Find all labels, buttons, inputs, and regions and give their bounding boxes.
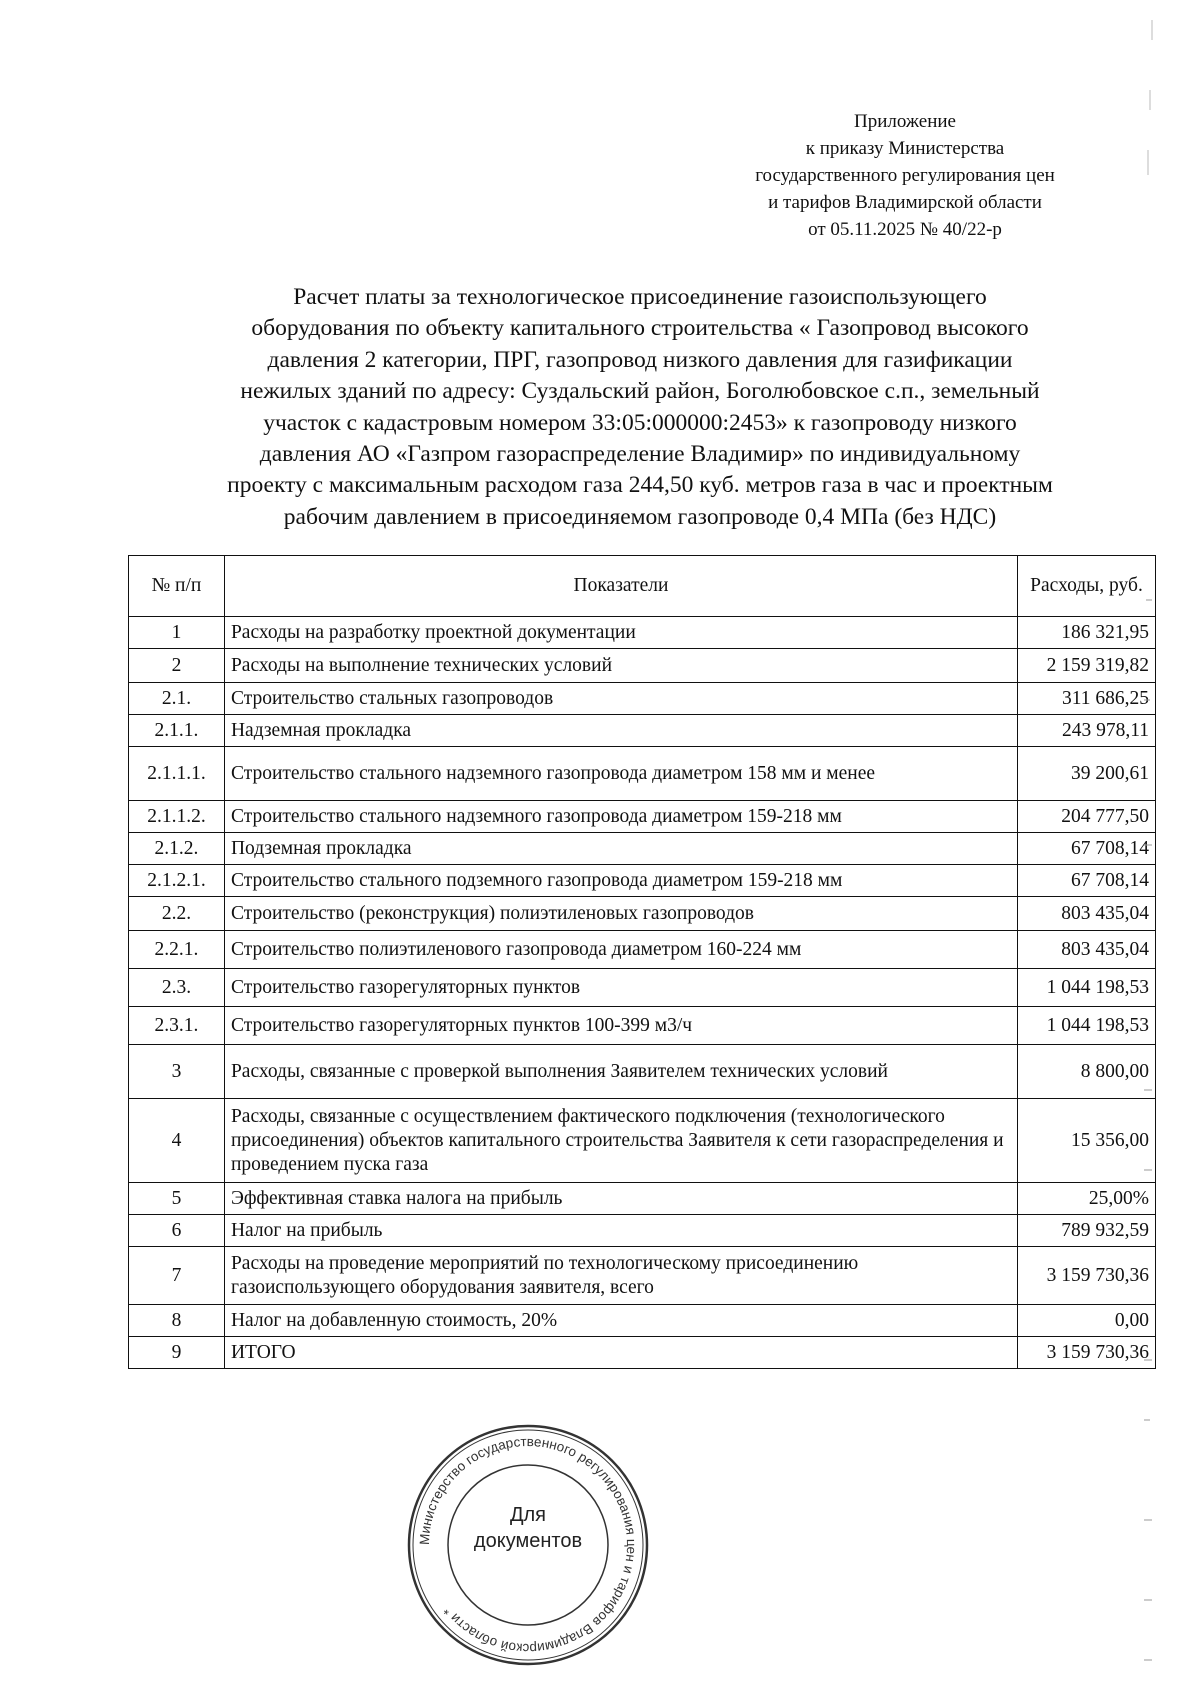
row-name: Надземная прокладка	[224, 715, 1017, 747]
row-value: 0,00	[1018, 1305, 1156, 1337]
row-value: 8 800,00	[1018, 1045, 1156, 1099]
row-name: Налог на добавленную стоимость, 20%	[224, 1305, 1017, 1337]
row-num: 1	[129, 617, 225, 649]
title-line: давления АО «Газпром газораспределение Владимир» по индивидуальному	[259, 441, 1021, 468]
appendix-block	[680, 108, 1130, 243]
row-value: 311 686,25	[1018, 683, 1156, 715]
appendix-line: и тарифов Владимирской области	[768, 192, 1042, 213]
header-name: Показатели	[224, 556, 1017, 617]
row-num: 3	[129, 1045, 225, 1099]
title-line: давления 2 категории, ПРГ, газопровод низкого давления для газификации	[267, 346, 1013, 373]
stamp-center-label	[453, 1502, 603, 1554]
appendix-line: государственного регулирования цен	[755, 165, 1055, 186]
appendix-line: к приказу Министерства	[805, 138, 1005, 159]
table-row	[129, 969, 1156, 1007]
row-value: 1 044 198,53	[1018, 1007, 1156, 1045]
row-value: 67 708,14	[1018, 865, 1156, 897]
row-value: 3 159 730,36	[1018, 1247, 1156, 1305]
appendix-line: от 05.11.2025 № 40/22-р	[808, 219, 1002, 240]
row-name: Строительство (реконструкция) полиэтиленовых газопроводов	[224, 897, 1017, 931]
table-row	[129, 865, 1156, 897]
row-value: 803 435,04	[1018, 897, 1156, 931]
row-value: 803 435,04	[1018, 931, 1156, 969]
row-name: Расходы, связанные с проверкой выполнения Заявителем технических условий	[224, 1045, 1017, 1099]
table-row	[129, 1045, 1156, 1099]
header-value: Расходы, руб.	[1018, 556, 1156, 617]
stamp-ring-textpath: Министерство государственного регулирования цен и тарифов Владимирской области *	[416, 1433, 640, 1657]
table-row	[129, 897, 1156, 931]
title-line: оборудования по объекту капитального строительства « Газопровод высокого	[251, 315, 1029, 342]
table-row	[129, 617, 1156, 649]
row-name: Строительство стального надземного газопровода диаметром 158 мм и менее	[224, 747, 1017, 801]
table-row	[129, 649, 1156, 683]
table-row	[129, 931, 1156, 969]
row-num: 2.1.1.1.	[129, 747, 225, 801]
row-value: 25,00%	[1018, 1183, 1156, 1215]
row-name: Строительство стальных газопроводов	[224, 683, 1017, 715]
row-num: 9	[129, 1337, 225, 1369]
row-num: 2.3.	[129, 969, 225, 1007]
title-line: рабочим давлением в присоединяемом газопроводе 0,4 МПа (без НДС)	[283, 503, 997, 530]
row-name: Расходы на разработку проектной документации	[224, 617, 1017, 649]
table-row	[129, 833, 1156, 865]
row-value: 67 708,14	[1018, 833, 1156, 865]
table-row	[129, 1337, 1156, 1369]
table-row	[129, 1215, 1156, 1247]
row-value: 186 321,95	[1018, 617, 1156, 649]
header-num: № п/п	[129, 556, 225, 617]
row-name: Подземная прокладка	[224, 833, 1017, 865]
row-name: Налог на прибыль	[224, 1215, 1017, 1247]
table-row	[129, 801, 1156, 833]
stamp-center-line: Для	[509, 1504, 547, 1526]
row-name: Строительство газорегуляторных пунктов	[224, 969, 1017, 1007]
row-name: Расходы, связанные с осуществлением фактического подключения (технологического присоединения) объектов капитального строительства Заявителя к сети газораспределения и проведением пуска газа	[224, 1099, 1017, 1183]
row-value: 204 777,50	[1018, 801, 1156, 833]
table-row	[129, 1007, 1156, 1045]
row-num: 2.3.1.	[129, 1007, 225, 1045]
row-num: 2.1.2.1.	[129, 865, 225, 897]
row-num: 2.1.	[129, 683, 225, 715]
table-row	[129, 683, 1156, 715]
appendix-line: Приложение	[854, 111, 956, 132]
table-row	[129, 1099, 1156, 1183]
row-name: Расходы на проведение мероприятий по технологическому присоединению газоиспользующего оборудования заявителя, всего	[224, 1247, 1017, 1305]
row-name: Строительство полиэтиленового газопровода диаметром 160-224 мм	[224, 931, 1017, 969]
row-value: 1 044 198,53	[1018, 969, 1156, 1007]
row-num: 8	[129, 1305, 225, 1337]
title-line: Расчет платы за технологическое присоединение газоиспользующего	[293, 284, 987, 310]
row-num: 2.1.2.	[129, 833, 225, 865]
row-name: ИТОГО	[224, 1337, 1017, 1369]
row-name: Строительство стального надземного газопровода диаметром 159-218 мм	[224, 801, 1017, 833]
row-num: 6	[129, 1215, 225, 1247]
scan-edge-marks	[1138, 0, 1168, 1697]
table-row	[129, 1183, 1156, 1215]
row-value: 39 200,61	[1018, 747, 1156, 801]
title-line: проекту с максимальным расходом газа 244,50 куб. метров газа в час и проектным	[227, 472, 1053, 499]
row-num: 2.1.1.	[129, 715, 225, 747]
row-name: Эффективная ставка налога на прибыль	[224, 1183, 1017, 1215]
row-name: Расходы на выполнение технических условий	[224, 649, 1017, 683]
row-num: 2.2.	[129, 897, 225, 931]
row-value: 2 159 319,82	[1018, 649, 1156, 683]
row-num: 2.1.1.2.	[129, 801, 225, 833]
row-num: 2	[129, 649, 225, 683]
row-num: 7	[129, 1247, 225, 1305]
row-value: 3 159 730,36	[1018, 1337, 1156, 1369]
row-num: 4	[129, 1099, 225, 1183]
document-title	[100, 282, 1180, 533]
row-num: 2.2.1.	[129, 931, 225, 969]
table-row	[129, 1247, 1156, 1305]
row-num: 5	[129, 1183, 225, 1215]
stamp-center-line: документов	[473, 1530, 583, 1552]
table-row	[129, 1305, 1156, 1337]
table-header-row	[129, 556, 1156, 617]
cost-table	[128, 555, 1156, 1369]
row-value: 243 978,11	[1018, 715, 1156, 747]
table-row	[129, 715, 1156, 747]
row-name: Строительство стального подземного газопровода диаметром 159-218 мм	[224, 865, 1017, 897]
title-line: нежилых зданий по адресу: Суздальский район, Боголюбовское с.п., земельный	[240, 378, 1040, 405]
table-row	[129, 747, 1156, 801]
row-value: 15 356,00	[1018, 1099, 1156, 1183]
row-value: 789 932,59	[1018, 1215, 1156, 1247]
title-line: участок с кадастровым номером 33:05:000000:2453» к газопроводу низкого	[263, 409, 1017, 436]
row-name: Строительство газорегуляторных пунктов 100-399 м3/ч	[224, 1007, 1017, 1045]
